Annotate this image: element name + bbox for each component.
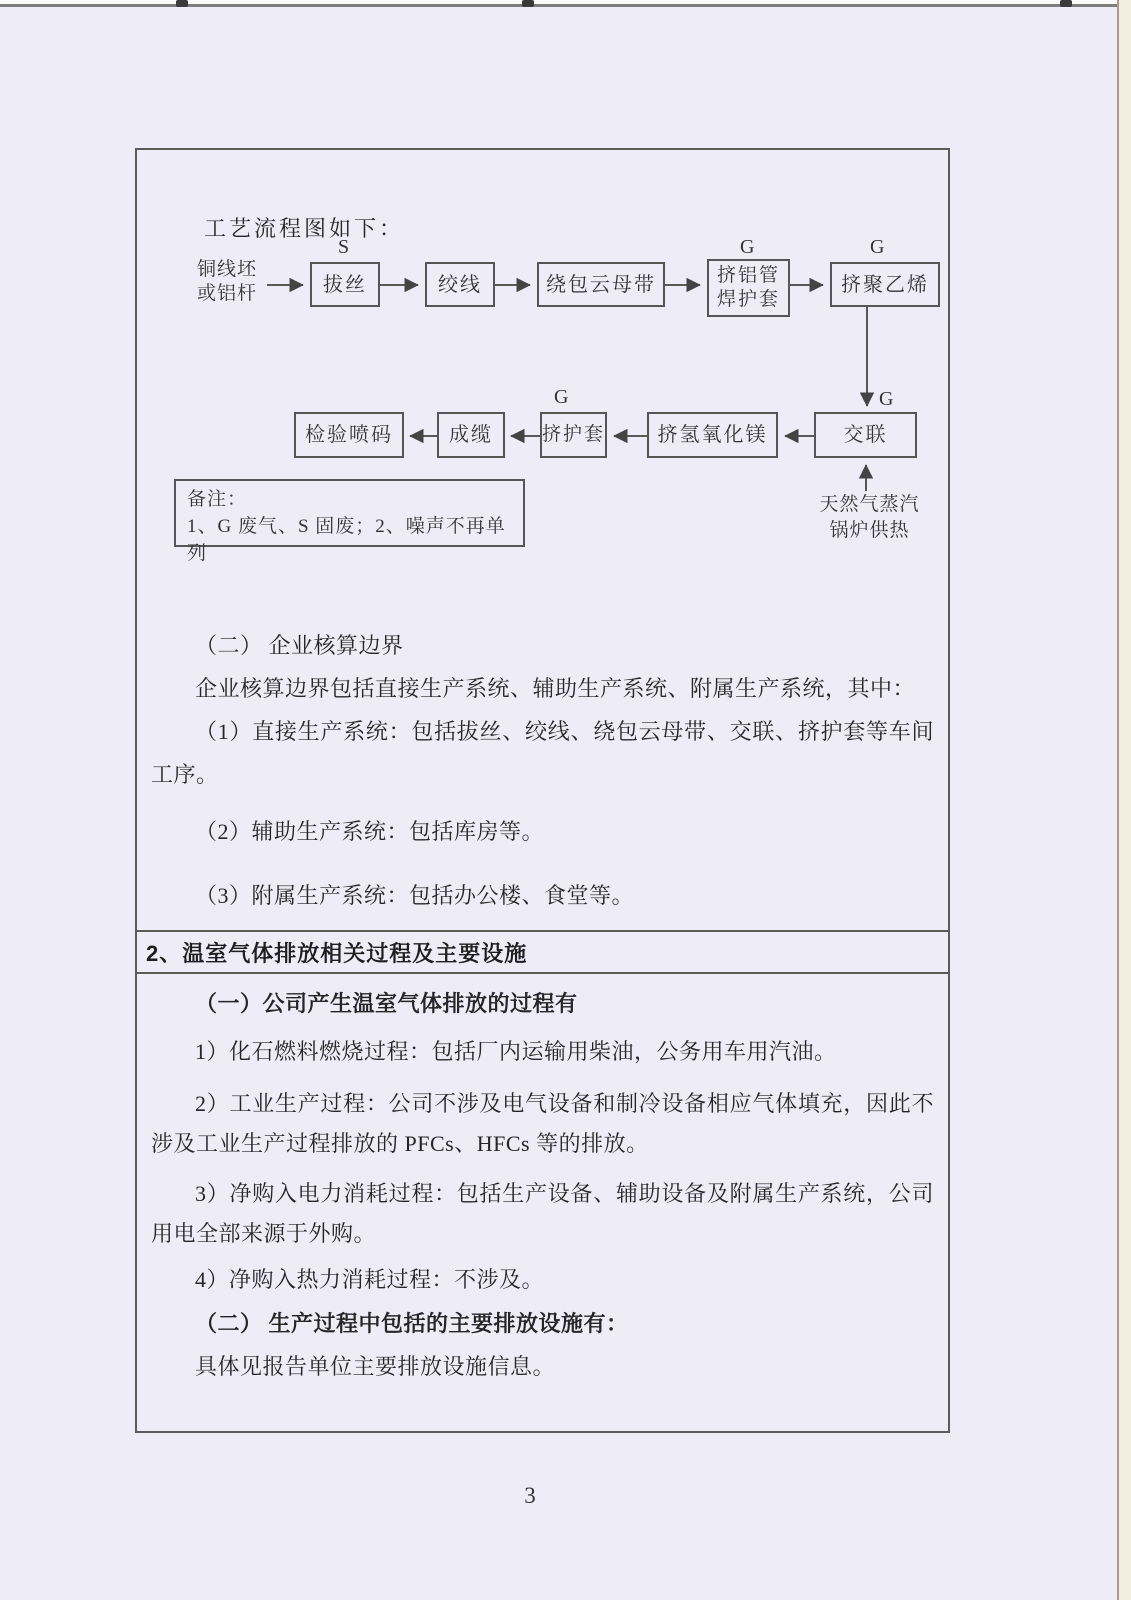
scan-top-line [0, 4, 1131, 7]
flow-note-box [174, 479, 525, 564]
ghg-section-cell [137, 984, 948, 1441]
flow-heat-label [797, 492, 942, 544]
boundary-item-direct: （1）直接生产系统：包括拔丝、绞线、绕包云母带、交联、挤护套等车间工序。 [151, 719, 934, 787]
scan-right-line [1117, 0, 1119, 1600]
flow-heat-line1: 天然气蒸汽 [819, 494, 920, 515]
boundary-heading: （二） 企业核算边界 [195, 633, 404, 658]
ghg-sub2-heading: （二） 生产过程中包括的主要排放设施有： [195, 1311, 629, 1336]
flow-box-label: 挤聚乙烯 [841, 273, 929, 296]
ghg-section-heading: 2、温室气体排放相关过程及主要设施 [146, 940, 528, 966]
ghg-section-header-row [137, 930, 948, 974]
ghg-sub1-heading: （一）公司产生温室气体排放的过程有 [195, 991, 578, 1016]
boundary-item-attached: （3）附属生产系统：包括办公楼、食堂等。 [195, 883, 635, 908]
flow-box-label: 绞线 [438, 273, 482, 296]
flow-source-line2: 或铝杆 [196, 283, 257, 304]
flow-box-label: 拔丝 [323, 273, 367, 296]
flow-box-sheath-extrusion [540, 412, 607, 458]
boundary-intro: 企业核算边界包括直接生产系统、辅助生产系统、附属生产系统，其中： [195, 676, 916, 701]
flow-box-stranding [425, 262, 495, 307]
flow-box-magnesium-hydroxide [647, 412, 778, 458]
flow-note-title: 备注： [187, 489, 248, 510]
flow-mark-s: S [338, 236, 350, 258]
flow-note-body: 1、G 废气、S 固废；2、噪声不再单列 [187, 516, 506, 564]
flow-box-drawing [310, 262, 380, 307]
flow-box-pe-extrusion [830, 262, 940, 307]
scan-staple-mark [1060, 0, 1072, 7]
flow-source-line1: 铜线坯 [196, 259, 257, 280]
ghg-item-industrial-process: 2）工业生产过程：公司不涉及电气设备和制冷设备相应气体填充，因此不涉及工业生产过程排放的 PFCs、HFCs 等的排放。 [151, 1091, 934, 1156]
ghg-item-fossil-fuel: 1）化石燃料燃烧过程：包括厂内运输用柴油，公务用车用汽油。 [195, 1039, 837, 1064]
process-flow-cell [137, 150, 948, 930]
flow-box-aluminum-sheath [707, 259, 790, 317]
report-table [135, 148, 950, 1433]
flow-box-label: 挤护套 [542, 424, 606, 445]
flow-box-label: 检验喷码 [305, 424, 393, 446]
flow-box-label: 绕包云母带 [546, 273, 656, 296]
process-flow-diagram [137, 150, 948, 612]
scan-staple-mark [176, 0, 188, 7]
flow-box-label: 挤氢氧化镁 [657, 424, 768, 446]
flow-diagram-title: 工艺流程图如下： [204, 216, 405, 241]
flow-box-mica-taping [537, 262, 665, 307]
page-number: 3 [524, 1483, 536, 1508]
scan-page-edge [1119, 0, 1131, 1600]
scan-staple-mark [522, 0, 534, 7]
flow-box-label: 焊护套 [716, 289, 780, 310]
flow-mark-g3: G [879, 388, 894, 410]
flow-mark-g1: G [740, 236, 755, 258]
flow-box-inspection [294, 412, 404, 458]
ghg-item-purchased-electricity: 3）净购入电力消耗过程：包括生产设备、辅助设备及附属生产系统，公司用电全部来源于外购。 [151, 1181, 934, 1246]
flow-heat-line2: 锅炉供热 [829, 520, 910, 541]
flow-box-label: 挤铝管 [716, 265, 780, 286]
ghg-closing-note: 具体见报告单位主要排放设施信息。 [195, 1354, 556, 1379]
flow-box-crosslinking [814, 412, 917, 458]
flow-box-label: 成缆 [449, 424, 493, 446]
boundary-item-auxiliary: （2）辅助生产系统：包括库房等。 [195, 819, 545, 844]
flow-mark-g2: G [870, 236, 885, 258]
boundary-section [137, 624, 948, 917]
flow-box-label: 交联 [843, 424, 888, 446]
flow-mark-g4: G [554, 386, 569, 408]
ghg-item-purchased-heat: 4）净购入热力消耗过程：不涉及。 [195, 1267, 545, 1292]
flow-source-label [192, 258, 262, 306]
flow-box-cabling [437, 412, 505, 458]
